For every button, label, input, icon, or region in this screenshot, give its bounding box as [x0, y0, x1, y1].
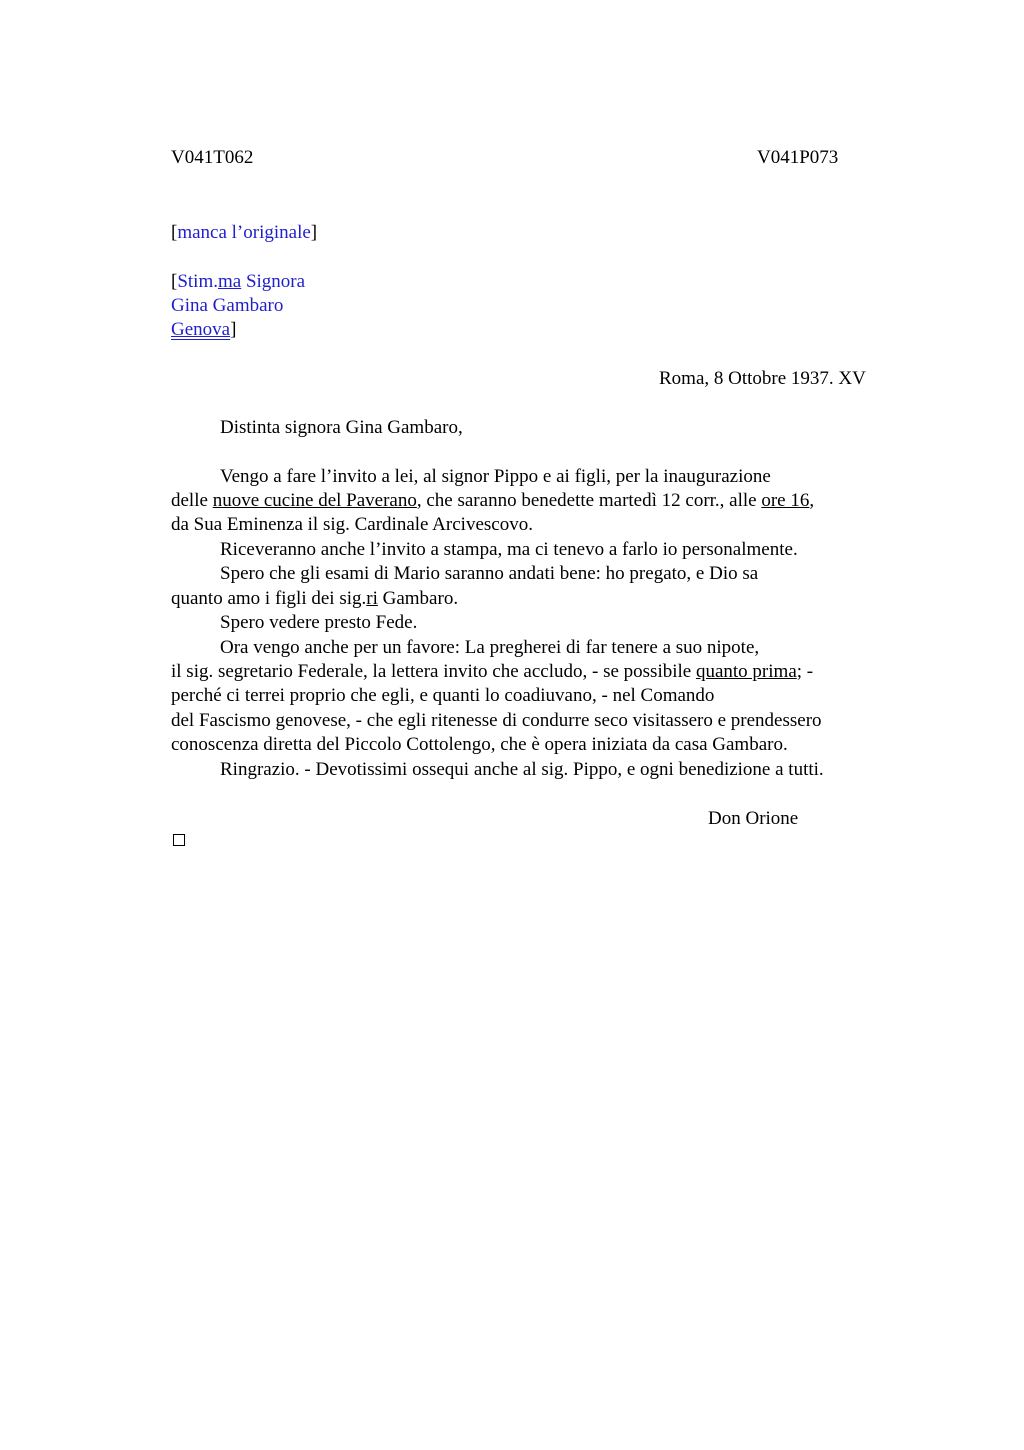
text-run: Gambaro. — [377, 588, 459, 609]
address-name: Gina Gambaro — [171, 295, 284, 316]
document-code-right: V041P073 — [757, 147, 839, 168]
address-stim: Stim. — [177, 271, 218, 292]
body-line: Vengo a fare l’invito a lei, al signor Pippo e ai figli, per la inaugurazione — [220, 466, 771, 487]
signature: Don Orione — [708, 808, 799, 829]
underlined-text: nuove cucine del Paverano — [212, 490, 417, 511]
body-line — [171, 660, 813, 684]
body-line: Spero vedere presto Fede. — [220, 612, 418, 633]
bracket-open: [ — [171, 222, 178, 243]
text-run: il sig. segretario Federale, la lettera invito che accludo, - se possibile — [171, 661, 696, 682]
underlined-text: quanto prima — [695, 661, 797, 682]
empty-box-icon — [173, 834, 185, 846]
body-line — [171, 587, 458, 611]
text-run: delle — [171, 490, 213, 511]
underlined-text: ri — [366, 588, 378, 609]
address-signora: Signora — [241, 271, 306, 292]
text-run: , che saranno benedette martedì 12 corr., alle — [416, 490, 762, 511]
body-line — [171, 489, 814, 513]
body-line: perché ci terrei proprio che egli, e quanti lo coadiuvano, - nel Comando — [171, 685, 715, 706]
text-run: quanto amo i figli dei sig. — [171, 588, 367, 609]
body-line: Spero che gli esami di Mario saranno andati bene: ho pregato, e Dio sa — [220, 563, 759, 584]
bracket-close: ] — [230, 319, 237, 340]
address-line-1 — [171, 270, 305, 294]
dateline: Roma, 8 Ottobre 1937. XV — [659, 368, 866, 389]
underlined-text: ore 16 — [761, 490, 810, 511]
body-line: Ringrazio. - Devotissimi ossequi anche al sig. Pippo, e ogni benedizione a tutti. — [220, 759, 824, 780]
address-city: Genova — [171, 319, 231, 340]
text-run: , — [809, 490, 815, 511]
body-line: da Sua Eminenza il sig. Cardinale Arcivescovo. — [171, 514, 533, 535]
bracket-close: ] — [310, 222, 318, 243]
note-text: manca l’originale — [177, 222, 311, 243]
body-line: conoscenza diretta del Piccolo Cottolengo, che è opera iniziata da casa Gambaro. — [171, 734, 788, 755]
text-run: ; - — [796, 661, 814, 682]
salutation: Distinta signora Gina Gambaro, — [220, 417, 463, 438]
address-stim-abbrev: ma — [217, 271, 242, 292]
address-line-3 — [171, 318, 236, 342]
editorial-note — [171, 221, 317, 245]
bracket-open: [ — [171, 271, 178, 292]
body-line: Ora vengo anche per un favore: La pregherei di far tenere a suo nipote, — [220, 637, 760, 658]
body-line: del Fascismo genovese, - che egli ritenesse di condurre seco visitassero e prendessero — [171, 710, 822, 731]
body-line: Riceveranno anche l’invito a stampa, ma ci tenevo a farlo io personalmente. — [220, 539, 798, 560]
document-code-left: V041T062 — [171, 147, 254, 168]
